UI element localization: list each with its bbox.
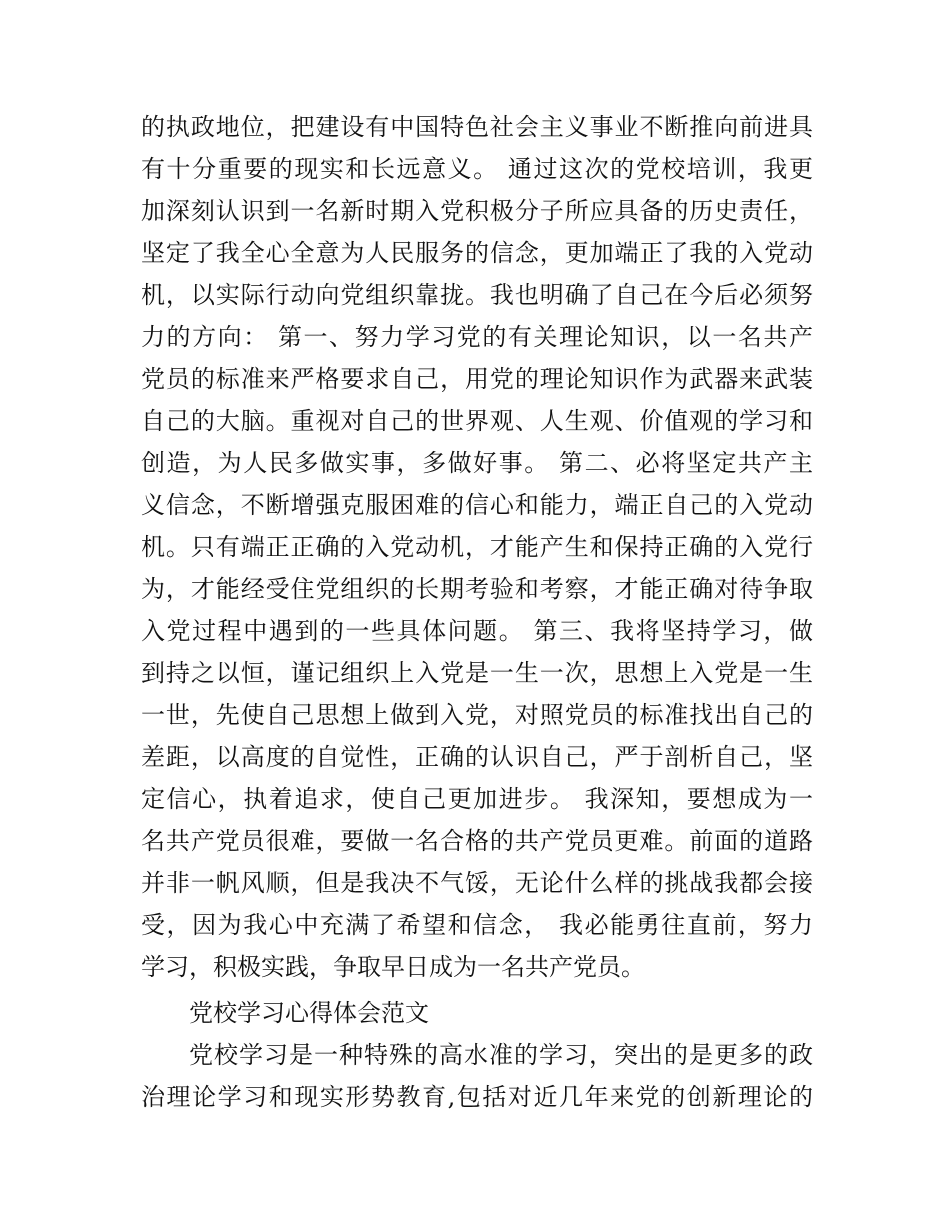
text-line: 一世，先使自己思想上做到入党，对照党员的标准找出自己的 (141, 701, 813, 729)
text-line: 自己的大脑。重视对自己的世界观、人生观、价值观的学习和 (141, 407, 813, 435)
text-line: 加深刻认识到一名新时期入党积极分子所应具备的历史责任， (141, 197, 813, 225)
text-line: 义信念，不断增强克服困难的信心和能力，端正自己的入党动 (141, 491, 813, 519)
text-line: 入党过程中遇到的一些具体问题。 第三、我将坚持学习，做 (141, 617, 813, 645)
document-body (141, 106, 813, 1118)
paragraph-2 (141, 1034, 813, 1118)
text-line: 创造，为人民多做实事，多做好事。 第二、必将坚定共产主 (141, 449, 813, 477)
text-line: 有十分重要的现实和长远意义。 通过这次的党校培训，我更 (141, 155, 813, 183)
text-line: 党员的标准来严格要求自己，用党的理论知识作为武器来武装 (141, 365, 813, 393)
text-line: 差距，以高度的自觉性，正确的认识自己，严于剖析自己，坚 (141, 743, 813, 771)
text-line: 为，才能经受住党组织的长期考验和考察，才能正确对待争取 (141, 575, 813, 603)
text-line: 坚定了我全心全意为人民服务的信念，更加端正了我的入党动 (141, 239, 813, 267)
text-line: 受，因为我心中充满了希望和信念， 我必能勇往直前，努力 (141, 911, 813, 939)
text-line: 机，以实际行动向党组织靠拢。我也明确了自己在今后必须努 (141, 281, 813, 309)
text-line: 机。只有端正正确的入党动机，才能产生和保持正确的入党行 (141, 533, 813, 561)
text-line: 治理论学习和现实形势教育,包括对近几年来党的创新理论的 (141, 1083, 813, 1111)
text-line: 定信心，执着追求，使自己更加进步。 我深知，要想成为一 (141, 785, 813, 813)
text-line: 党校学习是一种特殊的高水准的学习，突出的是更多的政 (189, 1041, 813, 1069)
section-heading: 党校学习心得体会范文 (189, 999, 429, 1027)
text-line: 学习，积极实践，争取早日成为一名共产党员。 (141, 953, 645, 981)
paragraph-1 (141, 106, 813, 988)
text-line: 的执政地位，把建设有中国特色社会主义事业不断推向前进具 (141, 113, 813, 141)
text-line: 力的方向： 第一、努力学习党的有关理论知识，以一名共产 (141, 323, 813, 351)
text-line: 名共产党员很难，要做一名合格的共产党员更难。前面的道路 (141, 827, 813, 855)
text-line: 并非一帆风顺，但是我决不气馁，无论什么样的挑战我都会接 (141, 869, 813, 897)
text-line: 到持之以恒，谨记组织上入党是一生一次，思想上入党是一生 (141, 659, 813, 687)
